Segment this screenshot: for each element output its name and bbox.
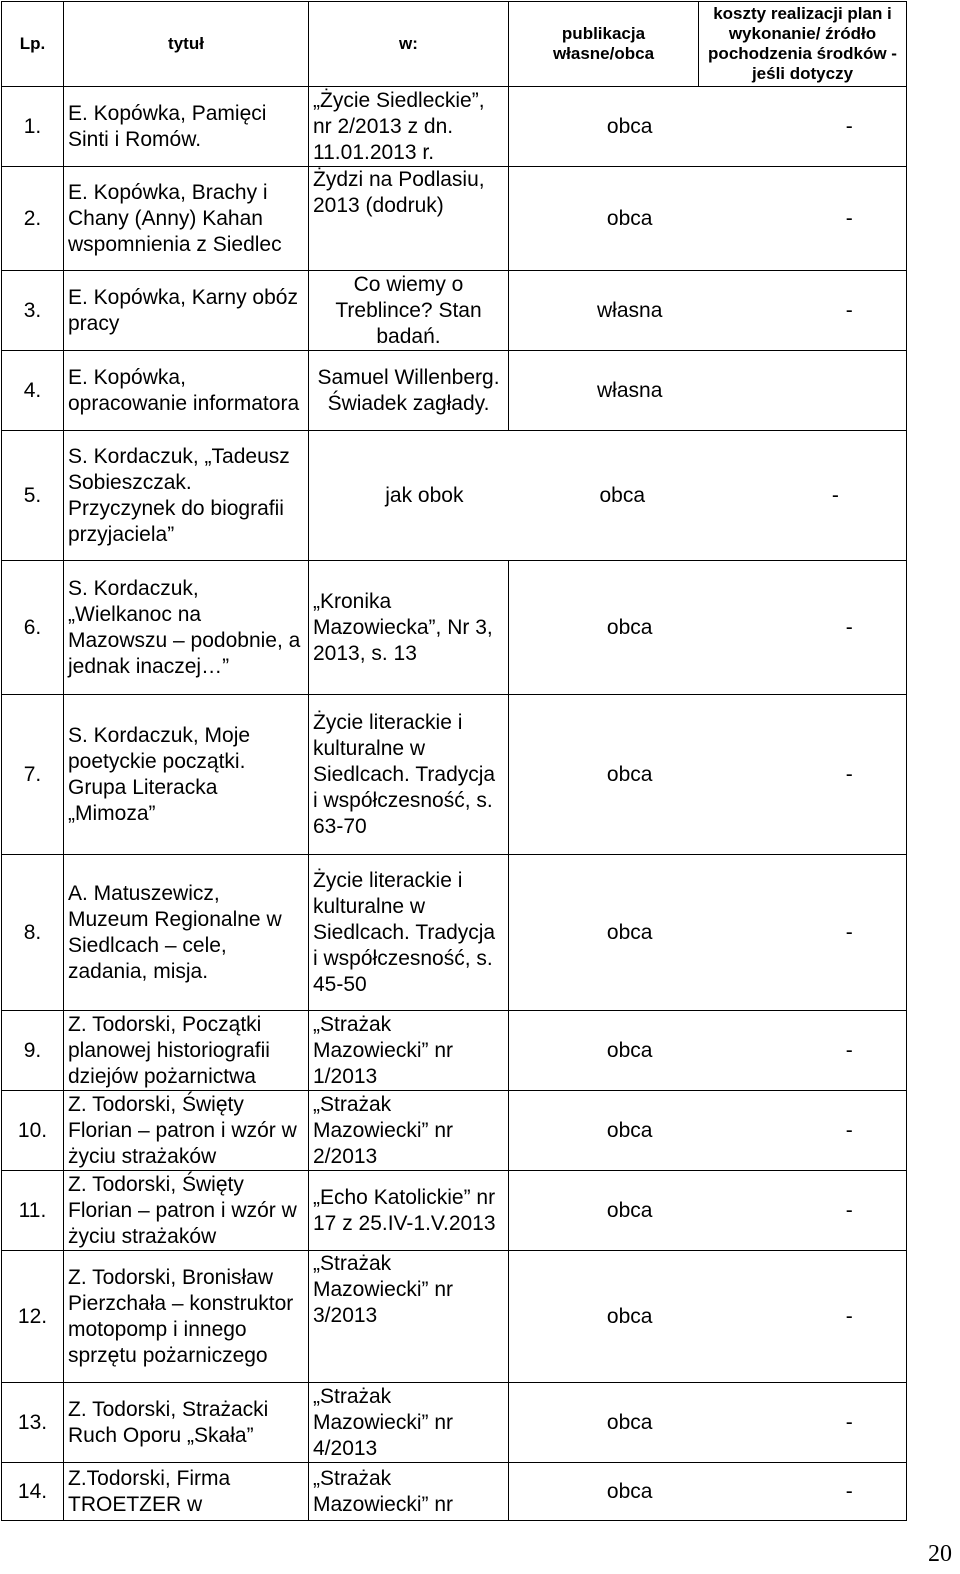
row-where: „Życie Siedleckie”, nr 2/2013 z dn. 11.01.2013 r. [309,87,509,167]
row-where: „Strażak Mazowiecki” nr [309,1463,509,1521]
table-row [2,695,907,855]
row-lp: 7. [2,695,64,855]
table-row [2,271,907,351]
row-lp: 1. [2,87,64,167]
row-title: Z. Todorski, Bronisław Pierzchała – konstruktor motopomp i innego sprzętu pożarniczego [64,1251,309,1383]
row-publication: obca [606,1118,653,1142]
row-cost: - [845,1118,853,1142]
row-publication: obca [606,1198,653,1222]
row-publication: obca [599,483,646,507]
row-publication: własna [597,378,663,402]
row-cost: - [845,114,853,138]
row-title: A. Matuszewicz, Muzeum Regionalne w Siedlcach – cele, zadania, misja. [64,855,309,1011]
page-number: 20 [928,1541,952,1567]
row-cost: - [845,1410,853,1434]
row-where: „Strażak Mazowiecki” nr 3/2013 [309,1251,509,1383]
row-pub-cost [509,271,907,351]
row-title: S. Kordaczuk, Moje poetyckie początki. Grupa Literacka „Mimoza” [64,695,309,855]
table-row [2,1251,907,1383]
header-where: w: [309,2,509,87]
row-pub-cost [509,1463,907,1521]
row-title: E. Kopówka, Brachy i Chany (Anny) Kahan wspomnienia z Siedlec [64,167,309,271]
table-row [2,855,907,1011]
table-row [2,1463,907,1521]
row-where-pub-cost [309,431,907,561]
row-title: Z. Todorski, Strażacki Ruch Oporu „Skała” [64,1383,309,1463]
row-lp: 11. [2,1171,64,1251]
row-publication: obca [606,114,653,138]
row-where: Samuel Willenberg. Świadek zagłady. [309,351,509,431]
row-title: Z. Todorski, Święty Florian – patron i wzór w życiu strażaków [64,1171,309,1251]
row-pub-cost [509,167,907,271]
row-title: Z. Todorski, Święty Florian – patron i wzór w życiu strażaków [64,1091,309,1171]
row-pub-cost [509,87,907,167]
table-row [2,167,907,271]
row-where: Co wiemy o Treblince? Stan badań. [309,271,509,351]
row-where: „Kronika Mazowiecka”, Nr 3, 2013, s. 13 [309,561,509,695]
row-lp: 14. [2,1463,64,1521]
table-header-row [2,2,907,87]
row-cost: - [845,206,853,230]
row-cost: - [845,298,853,322]
row-pub-cost [509,1251,907,1383]
table-row [2,87,907,167]
header-lp: Lp. [2,2,64,87]
row-title: E. Kopówka, opracowanie informatora [64,351,309,431]
table-row [2,431,907,561]
row-where: „Echo Katolickie” nr 17 z 25.IV-1.V.2013 [309,1171,509,1251]
table-row [2,1383,907,1463]
row-title: E. Kopówka, Pamięci Sinti i Romów. [64,87,309,167]
row-title: S. Kordaczuk, „Wielkanoc na Mazowszu – podobnie, a jednak inaczej…” [64,561,309,695]
row-where: „Strażak Mazowiecki” nr 1/2013 [309,1011,509,1091]
row-where: jak obok [385,483,464,507]
row-lp: 2. [2,167,64,271]
header-cost: koszty realizacji plan i wykonanie/ źródło pochodzenia środków - jeśli dotyczy [699,2,907,87]
row-cost: - [831,483,839,507]
row-pub-cost [509,1091,907,1171]
table-row [2,1171,907,1251]
row-where: Życie literackie i kulturalne w Siedlcach. Tradycja i współczesność, s. 63-70 [309,695,509,855]
row-lp: 4. [2,351,64,431]
row-pub-cost [509,1011,907,1091]
row-publication: własna [597,298,663,322]
row-pub-cost [509,1383,907,1463]
row-lp: 9. [2,1011,64,1091]
table-row [2,1091,907,1171]
row-where: Żydzi na Podlasiu, 2013 (dodruk) [309,167,509,271]
row-cost: - [845,1038,853,1062]
row-publication: obca [606,206,653,230]
row-publication: obca [606,762,653,786]
row-lp: 5. [2,431,64,561]
publications-table [1,1,907,1521]
row-title: Z.Todorski, Firma TROETZER w [64,1463,309,1521]
row-title: S. Kordaczuk, „Tadeusz Sobieszczak. Przyczynek do biografii przyjaciela” [64,431,309,561]
table-row [2,1011,907,1091]
row-cost: - [845,762,853,786]
row-publication: obca [606,1479,653,1503]
row-where: „Strażak Mazowiecki” nr 4/2013 [309,1383,509,1463]
row-where: „Strażak Mazowiecki” nr 2/2013 [309,1091,509,1171]
table-row [2,351,907,431]
row-where: Życie literackie i kulturalne w Siedlcach. Tradycja i współczesność, s. 45-50 [309,855,509,1011]
table-row [2,561,907,695]
row-pub-cost [509,695,907,855]
row-cost: - [845,920,853,944]
row-cost: - [845,1304,853,1328]
row-pub-cost [509,351,907,431]
row-cost: - [845,615,853,639]
row-lp: 12. [2,1251,64,1383]
row-title: E. Kopówka, Karny obóz pracy [64,271,309,351]
row-cost: - [845,1479,853,1503]
row-pub-cost [509,855,907,1011]
row-lp: 8. [2,855,64,1011]
row-publication: obca [606,920,653,944]
row-lp: 3. [2,271,64,351]
row-publication: obca [606,615,653,639]
row-cost: - [845,1198,853,1222]
row-title: Z. Todorski, Początki planowej historiografii dziejów pożarnictwa [64,1011,309,1091]
row-lp: 13. [2,1383,64,1463]
header-title: tytuł [64,2,309,87]
row-publication: obca [606,1304,653,1328]
row-lp: 6. [2,561,64,695]
row-pub-cost [509,1171,907,1251]
row-publication: obca [606,1410,653,1434]
header-publication: publikacja własne/obca [509,2,699,87]
row-pub-cost [509,561,907,695]
row-publication: obca [606,1038,653,1062]
row-lp: 10. [2,1091,64,1171]
